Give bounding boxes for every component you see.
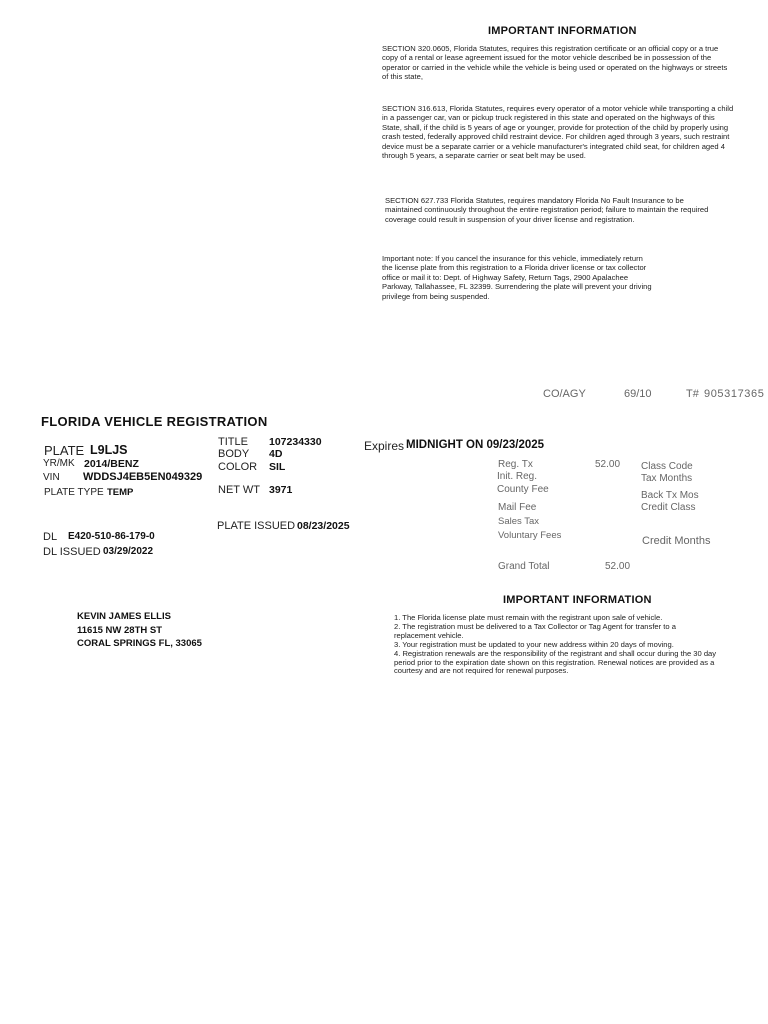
net-weight-label: NET WT bbox=[218, 484, 260, 496]
dl-issued-label: DL ISSUED bbox=[43, 546, 101, 558]
notes-list bbox=[394, 614, 718, 676]
class-code-label: Class Code bbox=[641, 461, 693, 472]
section-320-paragraph: SECTION 320.0605, Florida Statutes, requires this registration certificate or an official copy or a true copy of a rental or lease agreement issued for the motor vehicle described be in possession of the operator or carried in the vehicle while the vehicle is being used or operated on the highways or streets of this state, bbox=[382, 44, 728, 82]
net-weight-value: 3971 bbox=[269, 484, 293, 496]
yrmk-label: YR/MK bbox=[43, 458, 75, 469]
back-tax-months-label: Back Tx Mos bbox=[641, 490, 699, 501]
transaction-label: T# bbox=[686, 388, 699, 400]
plate-issued-value: 08/23/2025 bbox=[297, 520, 350, 532]
tax-months-label: Tax Months bbox=[641, 473, 693, 484]
voluntary-fees-label: Voluntary Fees bbox=[498, 530, 562, 541]
expires-label: Expires bbox=[364, 439, 405, 453]
owner-street: 11615 NW 28TH ST bbox=[77, 625, 163, 636]
reg-tx-label: Reg. Tx bbox=[498, 459, 533, 470]
transaction-number: 905317365 bbox=[704, 388, 765, 400]
plate-issued-label: PLATE ISSUED bbox=[217, 520, 296, 532]
vin-label: VIN bbox=[43, 472, 60, 483]
plate-value: L9LJS bbox=[90, 443, 128, 457]
coagy-value: 69/10 bbox=[624, 388, 652, 400]
credit-class-label: Credit Class bbox=[641, 502, 696, 513]
vin-value: WDDSJ4EB5EN049329 bbox=[83, 471, 203, 483]
dl-label: DL bbox=[43, 531, 58, 543]
title-value: 107234330 bbox=[269, 436, 322, 448]
registration-title: FLORIDA VEHICLE REGISTRATION bbox=[41, 414, 268, 429]
sales-tax-label: Sales Tax bbox=[498, 516, 540, 527]
init-reg-label: Init. Reg. bbox=[497, 471, 538, 482]
owner-city: CORAL SPRINGS FL, 33065 bbox=[77, 638, 202, 649]
section-627-paragraph: SECTION 627.733 Florida Statutes, requires mandatory Florida No Fault Insurance to be maintained continuously throughout the entire registration period; failure to maintain the required coverage could result in suspension of your driver license and registration. bbox=[385, 196, 709, 224]
mail-fee-label: Mail Fee bbox=[498, 502, 537, 513]
color-value: SIL bbox=[269, 461, 286, 473]
important-information-heading: IMPORTANT INFORMATION bbox=[488, 25, 637, 37]
expires-value: MIDNIGHT ON 09/23/2025 bbox=[406, 439, 545, 451]
body-label: BODY bbox=[218, 448, 250, 460]
yrmk-value: 2014/BENZ bbox=[84, 458, 139, 470]
reg-tx-value: 52.00 bbox=[595, 459, 621, 470]
plate-type-label: PLATE TYPE bbox=[44, 487, 104, 498]
bottom-important-information-heading: IMPORTANT INFORMATION bbox=[503, 594, 652, 606]
owner-name: KEVIN JAMES ELLIS bbox=[77, 611, 171, 622]
credit-months-label: Credit Months bbox=[642, 535, 711, 547]
note-item: 3. Your registration must be updated to your new address within 20 days of moving. bbox=[394, 639, 674, 649]
grand-total-value: 52.00 bbox=[605, 561, 631, 572]
dl-issued-value: 03/29/2022 bbox=[103, 546, 154, 557]
dl-value: E420-510-86-179-0 bbox=[68, 531, 155, 542]
note-item: 4. Registration renewals are the responsibility of the registrant and shall occur during the 30 day period prior to the expiration date shown on this registration. Renewal notices are provided as a courtesy and are not required for renewal purposes. bbox=[394, 648, 717, 676]
important-note-paragraph: Important note: If you cancel the insurance for this vehicle, immediately return the license plate from this registration to a Florida driver license or tax collector office or mail it to: Dept. of Highway Safety, Return Tags, 2900 Apalachee Parkway, Tallahassee, FL 32399. Surrendering the plate will prevent your driving privilege from being suspended. bbox=[382, 254, 652, 301]
section-316-paragraph: SECTION 316.613, Florida Statutes, requires every operator of a motor vehicle while transporting a child in a passenger car, van or pickup truck registered in this state and operated on the highways of this State, shall, if the child is 5 years of age or younger, provide for protection of the child by properly using crash tested, federally approved child restraint device. For children aged through 3 years, such restraint device must be a separate carrier or a vehicle manufacturer's integrated child seat, for children aged 4 through 5 years, a separate carrier or seat belt may be used. bbox=[382, 104, 734, 161]
grand-total-label: Grand Total bbox=[498, 561, 550, 572]
plate-type-value: TEMP bbox=[107, 487, 134, 498]
title-label: TITLE bbox=[218, 436, 248, 448]
note-item: 2. The registration must be delivered to a Tax Collector or Tag Agent for transfer to a replacement vehicle. bbox=[394, 621, 676, 640]
coagy-label: CO/AGY bbox=[543, 388, 586, 400]
county-fee-label: County Fee bbox=[497, 484, 549, 495]
body-value: 4D bbox=[269, 448, 283, 460]
note-item: 1. The Florida license plate must remain with the registrant upon sale of vehicle. bbox=[394, 613, 663, 622]
color-label: COLOR bbox=[218, 461, 258, 473]
plate-label: PLATE bbox=[44, 443, 85, 458]
